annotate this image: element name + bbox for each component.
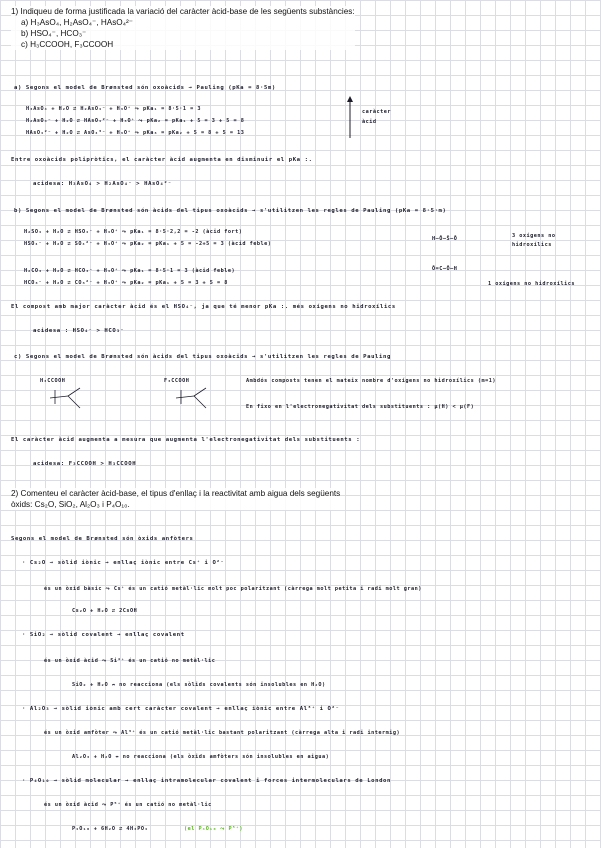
- answer-a-intro: a) Segons el model de Brønsted són oxoàcids → Pauling (pKa = 8·5m): [14, 85, 276, 91]
- p4o10-equation: P₄O₁₀ + 6H₂O ⇌ 4H₃PO₄: [72, 826, 149, 832]
- answer-a-ranking: acidesa: H₃AsO₄ > H₂AsO₄⁻ > HAsO₄²⁻: [33, 181, 172, 187]
- lewis-h2co3-note: 1 oxígens no hidroxílics: [488, 281, 575, 287]
- answer-b-ranking: acidesa : HSO₄⁻ > HCO₃⁻: [33, 328, 125, 334]
- cs2o-acid-base: és un òxid bàsic ⤳ Cs⁺ és un catió metàl·lic molt poc polaritzant (càrrega molt petita i radi molt gran): [44, 586, 422, 592]
- answer-b-eq3: H₂CO₃ + H₂O ⇌ HCO₃⁻ + H₃O⁺ ⤳ pKa₁ = 8·5·1 = 3 (àcid feble): [24, 268, 236, 274]
- molecule-trifluoroacetic-acid: F₃CCOOH: [164, 378, 190, 384]
- al2o3-acid-base: és un òxid amfòter ⤳ Al³⁺ és un catió metàl·lic bastant polaritzant (càrrega alta i radi intermig): [44, 730, 401, 736]
- question-1-item-a: a) H₃AsO₄, H₂AsO₄⁻, HAsO₄²⁻: [21, 18, 134, 27]
- p4o10-note: (el P₄O₁₀ ⤳ P⁵⁺): [184, 826, 243, 832]
- sio2-acid-base: és un òxid àcid ⤳ Si⁴⁺ és un catió no metàl·lic: [44, 658, 216, 664]
- question-2-title: 2) Comenteu el caràcter àcid-base, el tipus d'enllaç i la reactivitat amb aigua dels següents: [11, 489, 341, 498]
- answer-a-eq3: HAsO₄²⁻ + H₂O ⇌ AsO₄³⁻ + H₃O⁺ ⤳ pKa₃ = pKa₂ + 5 = 8 + 5 = 13: [26, 130, 245, 136]
- acetic-acid-sketch: [50, 388, 80, 408]
- lewis-structure-h2co3: Ō=C–Ō–H: [432, 266, 458, 272]
- cs2o-equation: Cs₂O + H₂O ⇌ 2CsOH: [72, 608, 138, 614]
- p4o10-acid-base: és un òxid àcid ⤳ P⁵⁺ és un catió no metàl·lic: [44, 802, 212, 808]
- acidity-arrow-head: [347, 96, 353, 102]
- answer-a-side-note: caràcter àcid: [362, 109, 391, 125]
- al2o3-equation: Al₂O₃ + H₂O ↛ no reacciona (els òxids amfòters són insolubles en aigua): [72, 754, 330, 760]
- question-1-title: 1) Indiqueu de forma justificada la variació del caràcter àcid-base de les següents substàncies:: [11, 7, 355, 16]
- answer-b-eq2: HSO₄⁻ + H₂O ⇌ SO₄²⁻ + H₃O⁺ ⤳ pKa₂ = pKa₁ + 5 = -2+5 = 3 (àcid feble): [24, 241, 272, 247]
- answer-a-eq2: H₂AsO₄⁻ + H₂O ⇌ HAsO₄²⁻ + H₃O⁺ ⤳ pKa₂ = pKa₁ + 5 = 3 + 5 = 8: [26, 118, 245, 124]
- question-2-title-2: òxids: Cs₂O, SiO₂, Al₂O₃ i P₄O₁₀.: [11, 500, 130, 509]
- answer-a-eq1: H₃AsO₄ + H₂O ⇌ H₂AsO₄⁻ + H₃O⁺ ⤳ pKa₁ = 8·5·1 = 3: [26, 106, 201, 112]
- answer-2-intro: Segons el model de Brønsted són òxids anfòters: [11, 536, 194, 542]
- cs2o-line: · Cs₂O → sòlid iònic → enllaç iònic entre Cs⁺ i O²⁻: [22, 560, 225, 566]
- question-1-item-c: c) H₃CCOOH, F₃CCOOH: [21, 40, 114, 49]
- p4o10-line: · P₄O₁₀ → sòlid molecular → enllaç intramolecular covalent i forces intermoleculars de London: [22, 778, 391, 784]
- sio2-equation: SiO₂ + H₂O ↛ no reacciona (els sòlids covalents són insolubles en H₂O): [72, 682, 326, 688]
- lewis-structure-h2so4: H–Ō–S̈–Ō: [432, 236, 458, 242]
- answer-c-note1: Ambdós composts tenen el mateix nombre d'oxígens no hidroxílics (m=1): [246, 378, 496, 384]
- answer-b-eq4: HCO₃⁻ + H₂O ⇌ CO₃²⁻ + H₃O⁺ ⤳ pKa₂ = pKa₁ + 5 = 3 + 5 = 8: [24, 280, 228, 286]
- answer-b-conclusion: El compost amb major caràcter àcid és el HSO₄⁻, ja que té menor pKa :. més oxígens no hidroxílics: [11, 304, 396, 310]
- lewis-h2so4-note: 3 oxígens no hidroxílics: [512, 233, 556, 248]
- answer-c-note2: En fixo en l'electronegativitat dels substituents : μ(H) < μ(F): [246, 404, 475, 410]
- trifluoroacetic-acid-sketch: [176, 388, 206, 408]
- answer-a-conclusion: Entre oxoàcids polipròtics, el caràcter àcid augmenta en disminuir el pKa :.: [11, 157, 313, 163]
- sio2-line: · SiO₂ → sòlid covalent → enllaç covalent: [22, 632, 185, 638]
- molecule-acetic-acid: H₃CCOOH: [40, 378, 66, 384]
- answer-b-intro: b) Segons el model de Brønsted són àcids del tipus oxoàcids → s'utilitzen les regles de Pauling (pKa = 8·5·m): [14, 208, 447, 214]
- answer-c-conclusion: El caràcter àcid augmenta a mesura que augmenta l'electronegativitat dels substituents :: [11, 437, 361, 443]
- answer-c-intro: c) Segons el model de Brønsted són àcids del tipus oxoàcids → s'utilitzen les regles de Pauling: [14, 354, 391, 360]
- question-1-item-b: b) HSO₄⁻, HCO₃⁻: [21, 29, 87, 38]
- answer-b-eq1: H₂SO₄ + H₂O ⇌ HSO₄⁻ + H₃O⁺ ⤳ pKa₁ = 8·5·2,2 = -2 (àcid fort): [24, 229, 243, 235]
- al2o3-line: · Al₂O₃ → sòlid iònic amb cert caràcter covalent → enllaç iònic entre Al³⁺ i O²⁻: [22, 706, 340, 712]
- answer-c-ranking: acidesa: F₃CCOOH > H₃CCOOH: [33, 461, 137, 467]
